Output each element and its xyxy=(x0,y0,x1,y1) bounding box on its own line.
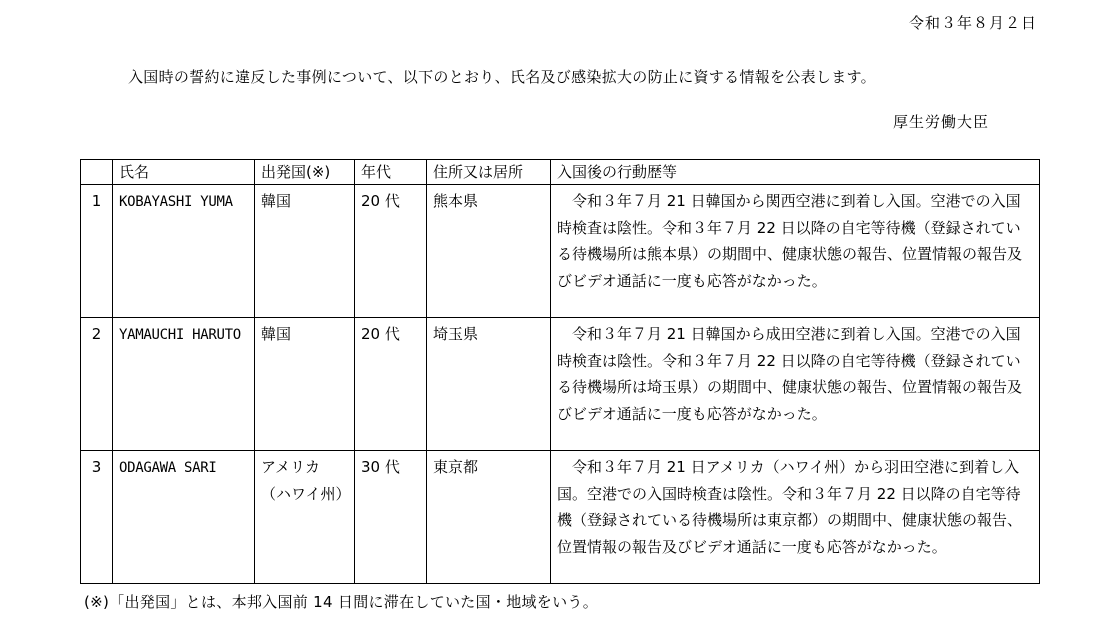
table-body xyxy=(81,185,1040,584)
header-no xyxy=(81,160,113,185)
row-departure: アメリカ（ハワイ州） xyxy=(255,451,355,584)
header-address: 住所又は居所 xyxy=(427,160,551,185)
header-row xyxy=(81,160,1040,185)
row-address: 埼玉県 xyxy=(427,318,551,451)
person-name: YAMAUCHI HARUTO xyxy=(119,327,241,343)
row-number: 2 xyxy=(81,318,113,451)
header-departure: 出発国(※) xyxy=(255,160,355,185)
header-age: 年代 xyxy=(355,160,427,185)
person-name: KOBAYASHI YUMA xyxy=(119,194,233,210)
row-name xyxy=(113,185,255,318)
violation-cases-table xyxy=(80,159,1040,584)
row-departure: 韓国 xyxy=(255,185,355,318)
row-name xyxy=(113,451,255,584)
row-number: 3 xyxy=(81,451,113,584)
table-row xyxy=(81,318,1040,451)
row-address: 熊本県 xyxy=(427,185,551,318)
row-address: 東京都 xyxy=(427,451,551,584)
row-name xyxy=(113,318,255,451)
intro-paragraph: 入国時の誓約に違反した事例について、以下のとおり、氏名及び感染拡大の防止に資する情報を公表します。 xyxy=(128,68,876,86)
row-age: 20 代 xyxy=(355,185,427,318)
table-row xyxy=(81,185,1040,318)
row-history: 令和３年７月 21 日韓国から関西空港に到着し入国。空港での入国時検査は陰性。令和３年７月 22 日以降の自宅等待機（登録されている待機場所は熊本県）の期間中、健康状態の報告、位置情報の報告及びビデオ通話に一度も応答がなかった。 xyxy=(551,185,1040,318)
row-age: 20 代 xyxy=(355,318,427,451)
row-departure: 韓国 xyxy=(255,318,355,451)
row-history: 令和３年７月 21 日韓国から成田空港に到着し入国。空港での入国時検査は陰性。令和３年７月 22 日以降の自宅等待機（登録されている待機場所は埼玉県）の期間中、健康状態の報告、位置情報の報告及びビデオ通話に一度も応答がなかった。 xyxy=(551,318,1040,451)
person-name: ODAGAWA SARI xyxy=(119,460,217,476)
row-age: 30 代 xyxy=(355,451,427,584)
row-history: 令和３年７月 21 日アメリカ（ハワイ州）から羽田空港に到着し入国。空港での入国時検査は陰性。令和３年７月 22 日以降の自宅等待機（登録されている待機場所は東京都）の期間中、健康状態の報告、位置情報の報告及びビデオ通話に一度も応答がなかった。 xyxy=(551,451,1040,584)
table-row xyxy=(81,451,1040,584)
table-header xyxy=(81,160,1040,185)
header-history: 入国後の行動歴等 xyxy=(551,160,1040,185)
row-number: 1 xyxy=(81,185,113,318)
header-name: 氏名 xyxy=(113,160,255,185)
issuer-name: 厚生労働大臣 xyxy=(892,113,989,131)
document-date: 令和３年８月２日 xyxy=(908,14,1037,32)
footnote: (※)「出発国」とは、本邦入国前 14 日間に滞在していた国・地域をいう。 xyxy=(84,593,598,611)
